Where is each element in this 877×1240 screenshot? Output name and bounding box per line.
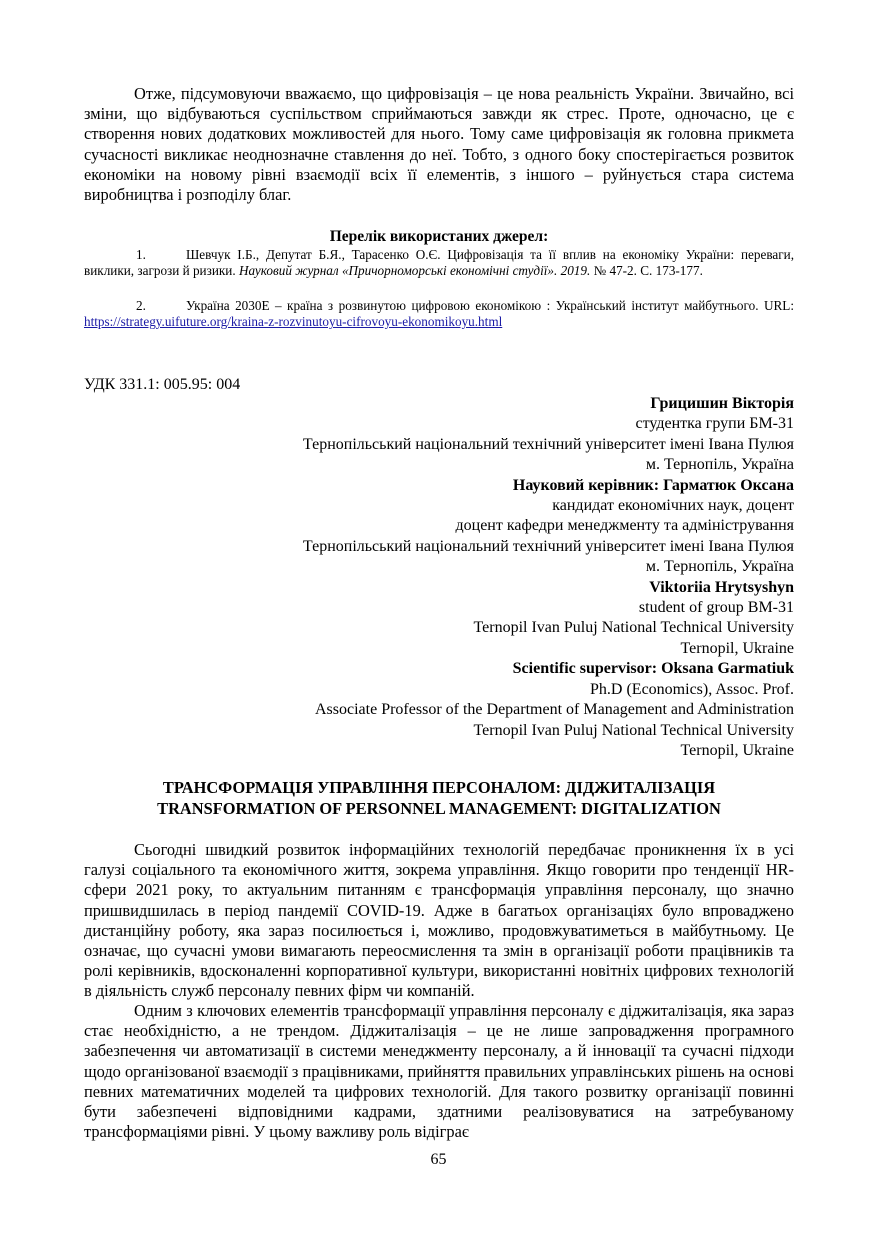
ua-supervisor: Науковий керівник: Гарматюк Оксана	[512, 476, 794, 494]
reference-number: 1.	[136, 247, 146, 262]
reference-item-1	[84, 247, 794, 280]
page-number: 65	[430, 1151, 447, 1168]
article-title-en: TRANSFORMATION OF PERSONNEL MANAGEMENT: DIGITALIZATION	[157, 798, 721, 818]
en-city: Ternopil, Ukraine	[680, 639, 794, 657]
ua-city: м. Тернопіль, Україна	[645, 456, 794, 474]
reference-item-2	[84, 298, 794, 331]
ua-supervisor-position: доцент кафедри менеджменту та адміністрування	[455, 517, 794, 535]
reference-tail: № 47-2. С. 173-177.	[593, 263, 703, 279]
references-title: Перелік використаних джерел:	[329, 228, 549, 245]
article-title-block	[84, 778, 794, 819]
en-university: Ternopil Ivan Puluj National Technical University	[473, 619, 794, 637]
ua-supervisor-university: Тернопільський національний технічний університет імені Івана Пулюя	[302, 537, 794, 555]
en-supervisor-position: Associate Professor of the Department of Management and Administration	[315, 701, 794, 719]
en-author-name: Viktoriia Hrytsyshyn	[649, 578, 794, 596]
en-supervisor-city: Ternopil, Ukraine	[680, 741, 794, 759]
en-supervisor-degree: Ph.D (Economics), Assoc. Prof.	[590, 680, 794, 698]
en-supervisor-university: Ternopil Ivan Puluj National Technical University	[473, 721, 794, 739]
body-paragraph-1: Сьогодні швидкий розвиток інформаційних технологій передбачає проникнення їх в усі галузі соціального та економічного життя, зокрема управління. Якщо говорити про тенденції HR-сфери 2021 року, то актуальним питанням є трансформація управління персоналу, що значно пришвидшилась в період пандемії COVID-19. Адже в багатьох організаціях було впроваджено дистанційну роботу, яка зараз посилюється і, можливо, продовжуватиметься в майбутньому. Це означає, що сучасні умови вимагають переосмислення та змін в організації роботи працівників та ролі керівників, вдосконаленні корпоративної культури, використанні новітніх цифрових технологій в діяльність служб персоналу певних фірм чи компаній.	[84, 840, 794, 1001]
ua-supervisor-degree: кандидат економічних наук, доцент	[552, 497, 794, 515]
ua-supervisor-city: м. Тернопіль, Україна	[645, 558, 794, 576]
reference-text: Україна 2030Е – країна з розвинутою цифровою економікою : Український інститут майбутнього. URL:	[186, 298, 794, 313]
author-block	[94, 394, 794, 761]
body-paragraph-2: Одним з ключових елементів трансформації управління персоналу є діджиталізація, яка зараз стає необхідністю, а не трендом. Діджиталізація – це не лише запровадження програмного забезпечення чи автоматизації в системи менеджменту персоналу, а й інновації та сучасні підходи щодо організованої взаємодії з працівниками, прийняття правильних управлінських рішень на основі певних математичних моделей та цифрових технологій. Для такого розвитку організації повинні бути забезпечені відповідними кадрами, здатними реалізовуватися на затребуваному трансформаціями рівні. У цьому важливу роль відіграє	[84, 1001, 794, 1142]
article-title-ua: ТРАНСФОРМАЦІЯ УПРАВЛІННЯ ПЕРСОНАЛОМ: ДІДЖИТАЛІЗАЦІЯ	[162, 778, 716, 797]
udc-code: УДК 331.1: 005.95: 004	[84, 376, 241, 393]
reference-journal: Науковий журнал «Причорноморські економічні студії». 2019.	[238, 263, 591, 279]
en-author-position: student of group BM-31	[638, 599, 794, 617]
ua-author-position: студентка групи БМ-31	[635, 415, 794, 433]
reference-link[interactable]: https://strategy.uifuture.org/kraina-z-rozvinutoyu-cifrovoyu-ekonomikoyu.html	[84, 314, 503, 330]
reference-number: 2.	[136, 298, 146, 313]
intro-paragraph: Отже, підсумовуючи вважаємо, що цифровізація – це нова реальність України. Звичайно, всі зміни, що відбуваються суспільством сприймаються завжди як стрес. Проте, одночасно, це є створення нових додаткових можливостей для нього. Тому саме цифровізація як головна прикмета сучасності викликає неоднозначне ставлення до неї. Тобто, з одного боку спостерігається розвиток економіки на новому рівні взаємодії всіх її елементів, з іншого – руйнується стара система виробництва і розподілу благ.	[84, 84, 794, 205]
ua-university: Тернопільський національний технічний університет імені Івана Пулюя	[302, 435, 794, 453]
reference-text: Шевчук І.Б., Депутат Б.Я., Тарасенко О.Є. Цифровізація та її вплив на економіку України: переваги, виклики, загрози й ризики.	[84, 247, 794, 279]
en-supervisor: Scientific supervisor: Oksana Garmatiuk	[512, 660, 794, 678]
ua-author-name: Грицишин Вікторія	[650, 395, 794, 412]
